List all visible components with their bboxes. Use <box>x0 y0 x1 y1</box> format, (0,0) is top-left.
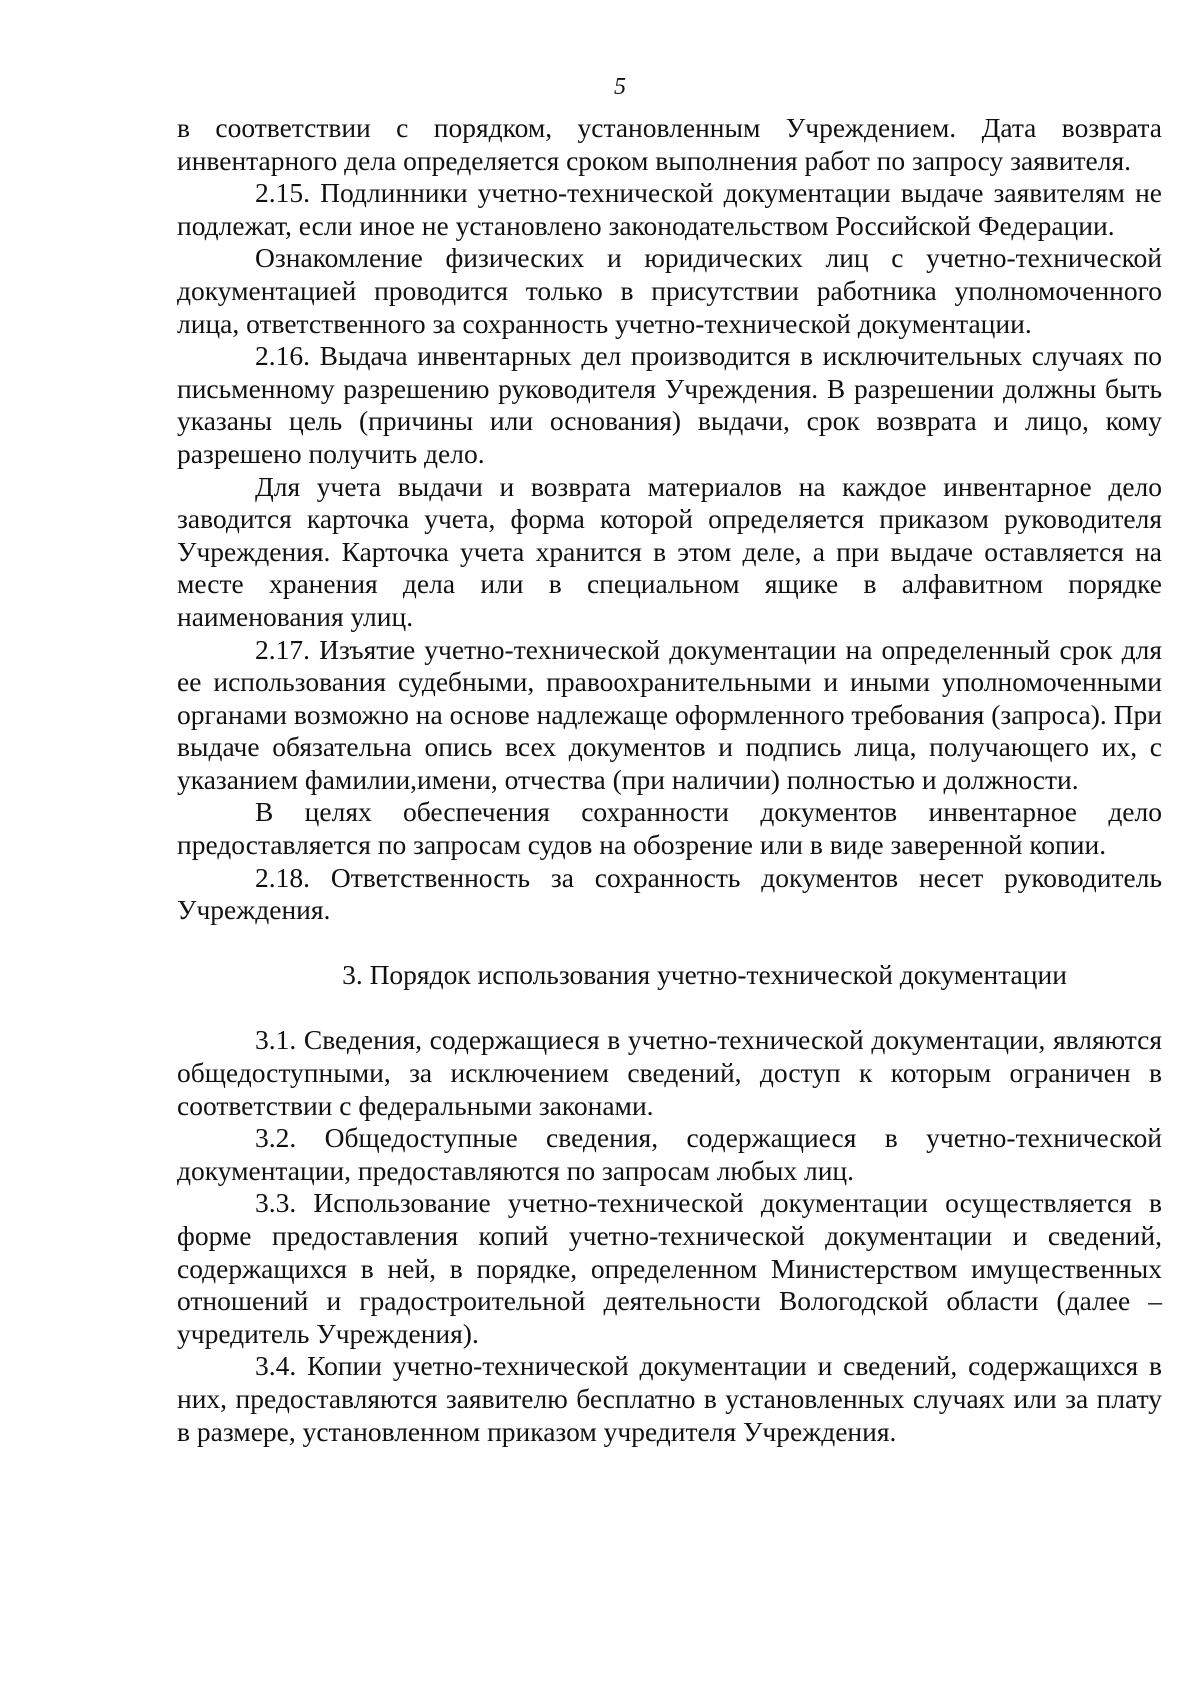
section-3-heading: 3. Порядок использования учетно-технической документации <box>342 958 1067 990</box>
paragraph-3-2: 3.2. Общедоступные сведения, содержащиеся в учетно-технической документации, предоставляются по запросам любых лиц. <box>177 1122 1162 1186</box>
paragraph-continuation: в соответствии с порядком, установленным Учреждением. Дата возврата инвентарного дела определяется сроком выполнения работ по запросу заявителя. <box>177 112 1162 176</box>
paragraph-3-3: 3.3. Использование учетно-технической документации осуществляется в форме предоставления копий учетно-технической документации и сведений, содержащихся в ней, в порядке, определенном Министерством имущественных отношений и градостроительной деятельности Вологодской области (далее – учредитель Учреждения). <box>177 1187 1162 1349</box>
paragraph-2-16: 2.16. Выдача инвентарных дел производится в исключительных случаях по письменному разрешению руководителя Учреждения. В разрешении должны быть указаны цель (причины или основания) выдачи, срок возврата и лицо, кому разрешено получить дело. <box>177 340 1162 469</box>
paragraph-2-15: 2.15. Подлинники учетно-технической документации выдаче заявителям не подлежат, если иное не установлено законодательством Российской Федерации. <box>177 177 1162 241</box>
paragraph-accounting-card: Для учета выдачи и возврата материалов на каждое инвентарное дело заводится карточка учета, форма которой определяется приказом руководителя Учреждения. Карточка учета хранится в этом деле, а при выдаче оставляется на месте хранения дела или в специальном ящике в алфавитном порядке наименования улиц. <box>177 470 1162 632</box>
paragraph-3-1: 3.1. Сведения, содержащиеся в учетно-технической документации, являются общедоступными, за исключением сведений, доступ к которым ограничен в соответствии с федеральными законами. <box>177 1024 1162 1121</box>
paragraph-3-4: 3.4. Копии учетно-технической документации и сведений, содержащихся в них, предоставляются заявителю бесплатно в установленных случаях или за плату в размере, установленном приказом учредителя Учреждения. <box>177 1350 1162 1447</box>
page-number: 5 <box>614 74 626 100</box>
paragraph-2-17: 2.17. Изъятие учетно-технической документации на определенный срок для ее использования судебными, правоохранительными и иными уполномоченными органами возможно на основе надлежаще оформленного требования (запроса). При выдаче обязательна опись всех документов и подпись лица, получающего их, с указанием фамилии,имени, отчества (при наличии) полностью и должности. <box>177 633 1162 795</box>
paragraph-court-requests: В целях обеспечения сохранности документов инвентарное дело предоставляется по запросам судов на обозрение или в виде заверенной копии. <box>177 796 1162 861</box>
paragraph-2-18: 2.18. Ответственность за сохранность документов несет руководитель Учреждения. <box>177 861 1162 926</box>
document-body <box>177 112 1162 1448</box>
paragraph-familiarization: Ознакомление физических и юридических лиц с учетно-технической документацией проводится только в присутствии работника уполномоченного лица, ответственного за сохранность учетно-технической документации. <box>177 242 1162 339</box>
